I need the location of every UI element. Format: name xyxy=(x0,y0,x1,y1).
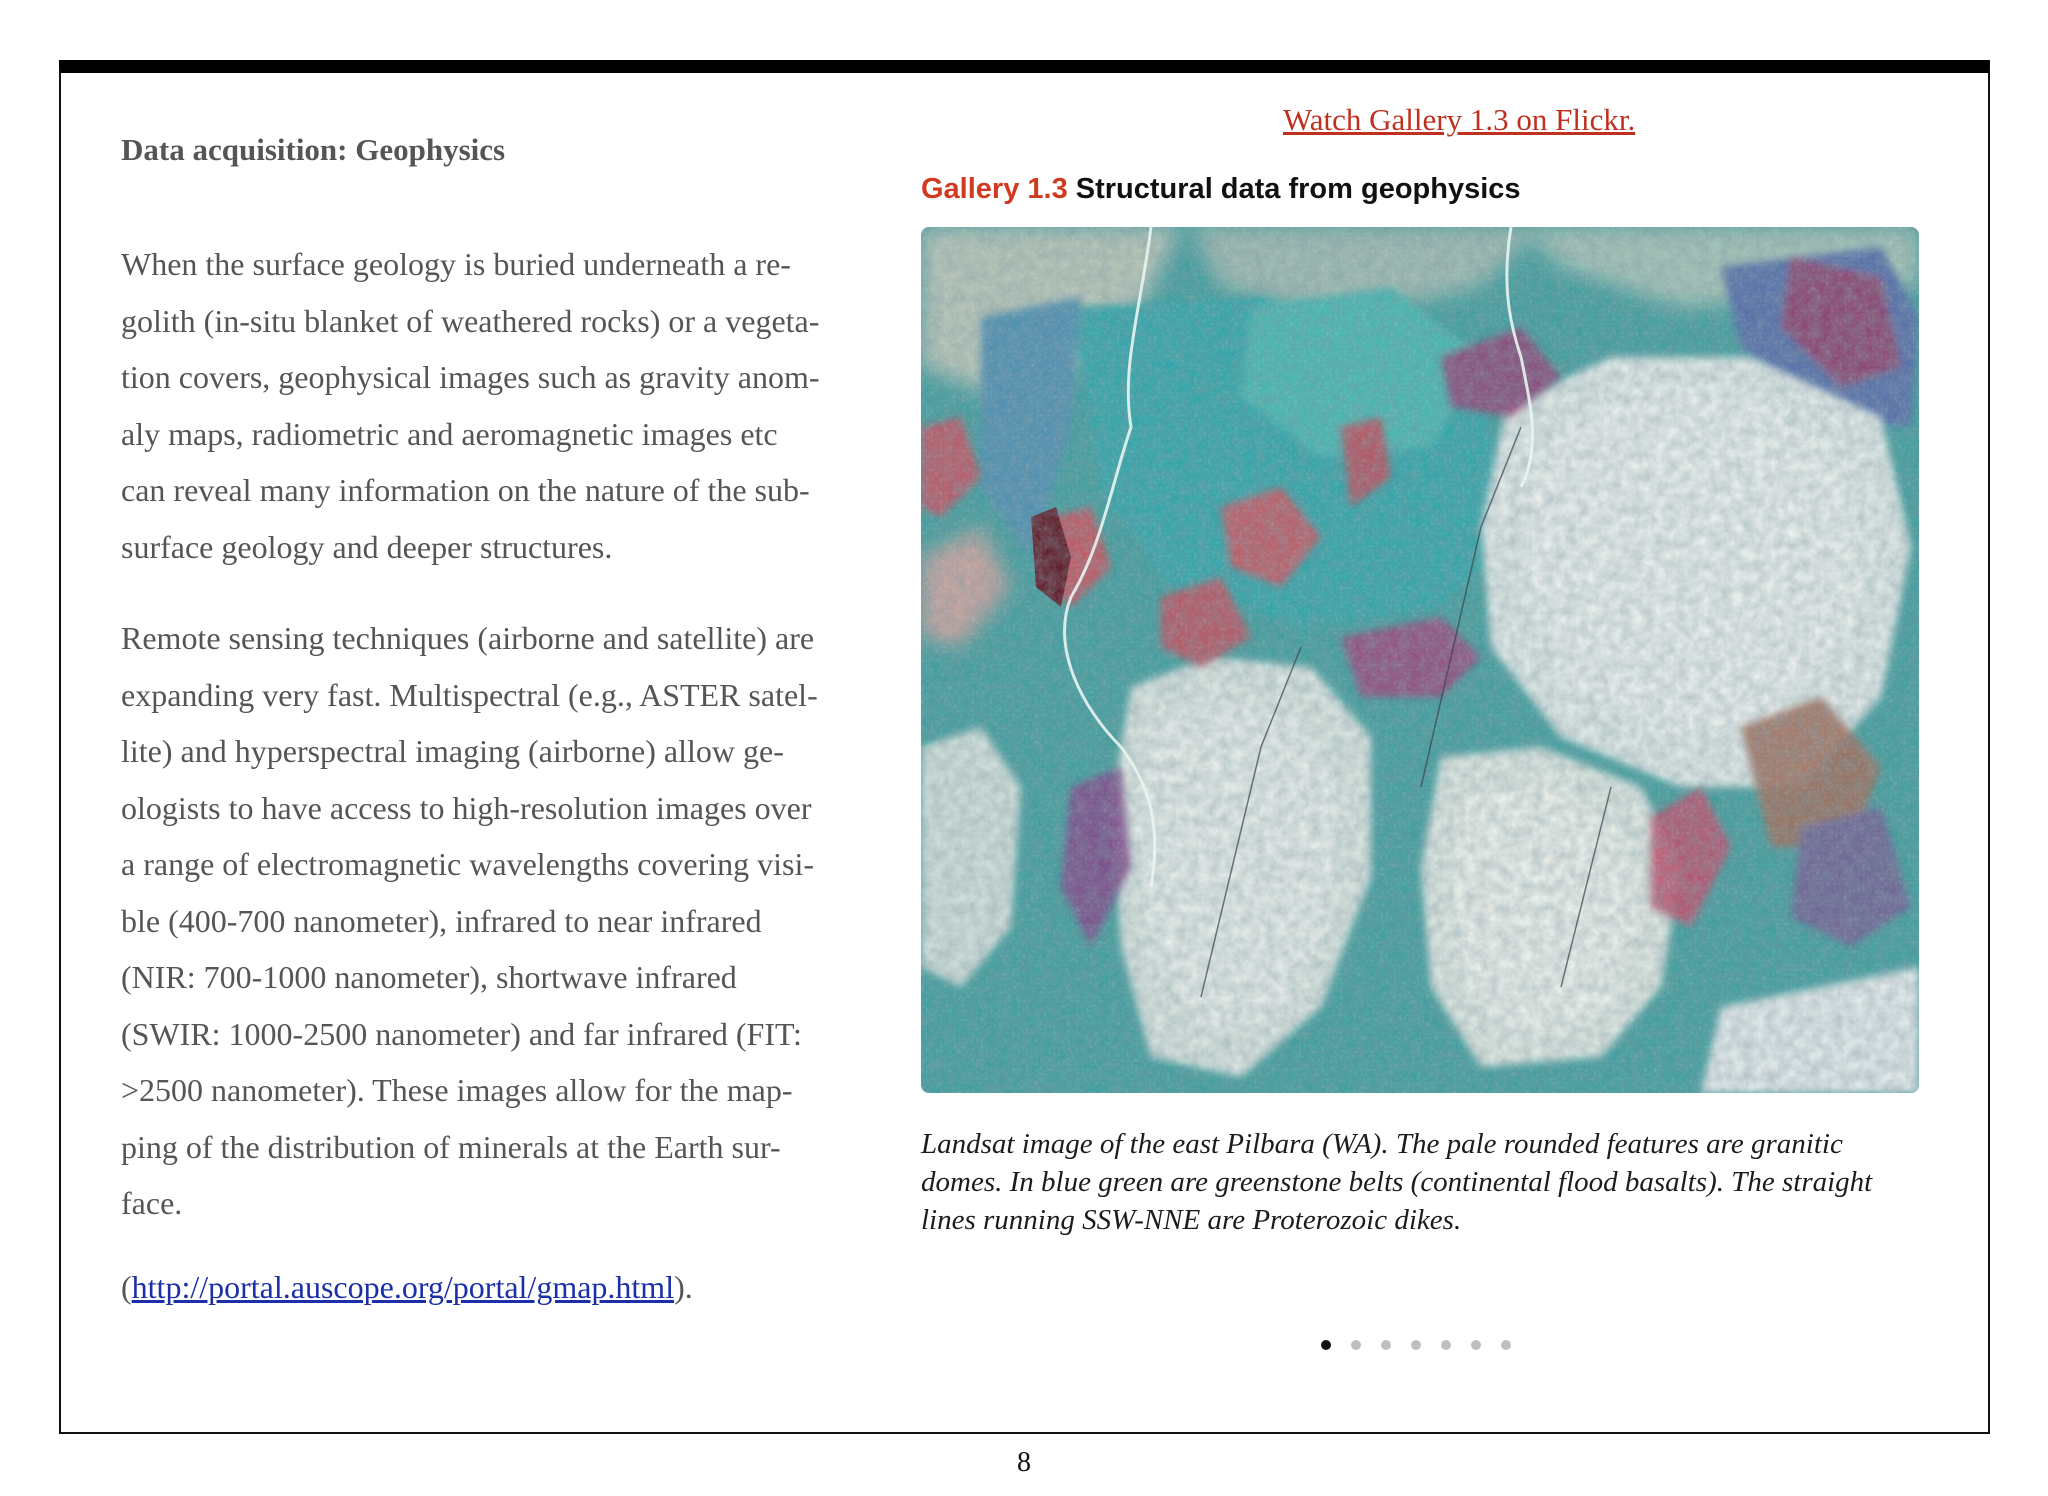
pagination-dot-6[interactable] xyxy=(1471,1340,1481,1350)
text-line: surface geology and deeper structures. xyxy=(121,528,613,565)
link-close-paren: ). xyxy=(674,1269,693,1305)
gallery-caption xyxy=(921,1125,1921,1239)
text-line: face. xyxy=(121,1185,183,1221)
gallery-label: Gallery 1.3 xyxy=(921,173,1068,205)
page-number: 8 xyxy=(1017,1447,1031,1478)
link-open-paren: ( xyxy=(121,1269,132,1305)
pagination-dot-1[interactable] xyxy=(1321,1340,1331,1350)
text-line: aly maps, radiometric and aeromagnetic images etc xyxy=(121,415,778,452)
text-line: When the surface geology is buried underneath a re- xyxy=(121,246,791,282)
caption-line: lines running SSW-NNE are Proterozoic dikes. xyxy=(921,1204,1462,1236)
text-line: ble (400-700 nanometer), infrared to near infrared xyxy=(121,902,762,939)
text-line: >2500 nanometer). These images allow for the map- xyxy=(121,1072,793,1108)
text-line: tion covers, geophysical images such as gravity anom- xyxy=(121,359,820,395)
gallery-pagination xyxy=(1321,1340,1511,1350)
text-line: lite) and hyperspectral imaging (airborne) allow ge- xyxy=(121,733,784,769)
landsat-image xyxy=(921,227,1919,1093)
text-line: golith (in-situ blanket of weathered rocks) or a vegeta- xyxy=(121,302,820,339)
flickr-gallery-link[interactable]: Watch Gallery 1.3 on Flickr. xyxy=(1283,102,1636,137)
pagination-dot-4[interactable] xyxy=(1411,1340,1421,1350)
text-line: (NIR: 700-1000 nanometer), shortwave infrared xyxy=(121,959,737,995)
caption-line: domes. In blue green are greenstone belts (continental flood basalts). The straight xyxy=(921,1166,1873,1198)
text-line: (SWIR: 1000-2500 nanometer) and far infrared (FIT: xyxy=(121,1015,802,1052)
gallery-image[interactable] xyxy=(921,227,1919,1093)
text-line: Remote sensing techniques (airborne and satellite) are xyxy=(121,620,815,656)
caption-line: Landsat image of the east Pilbara (WA). The pale rounded features are granitic xyxy=(921,1128,1843,1160)
text-line: a range of electromagnetic wavelengths covering visi- xyxy=(121,846,815,882)
body-paragraph-1 xyxy=(121,236,896,575)
pagination-dot-3[interactable] xyxy=(1381,1340,1391,1350)
portal-link-paragraph xyxy=(121,1259,896,1316)
auscope-portal-link[interactable]: http://portal.auscope.org/portal/gmap.html xyxy=(131,1269,675,1305)
section-heading: Data acquisition: Geophysics xyxy=(121,132,506,167)
text-line: expanding very fast. Multispectral (e.g., ASTER satel- xyxy=(121,676,818,713)
gallery-title-text: Structural data from geophysics xyxy=(1067,173,1521,205)
text-line: ping of the distribution of minerals at the Earth sur- xyxy=(121,1128,781,1165)
pagination-dot-2[interactable] xyxy=(1351,1340,1361,1350)
gallery-title xyxy=(921,173,1521,206)
text-line: ologists to have access to high-resolution images over xyxy=(121,789,812,826)
pagination-dot-7[interactable] xyxy=(1501,1340,1511,1350)
text-line: can reveal many information on the nature of the sub- xyxy=(121,472,810,508)
body-paragraph-2 xyxy=(121,610,896,1232)
pagination-dot-5[interactable] xyxy=(1441,1340,1451,1350)
